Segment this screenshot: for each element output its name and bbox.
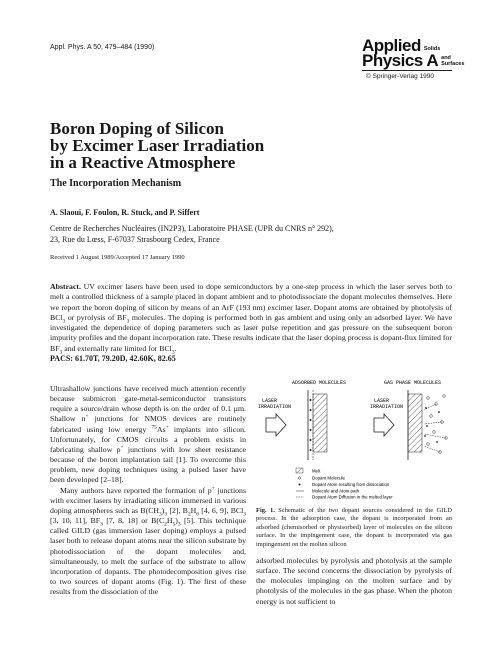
panel-title-adsorbed: ADSORBED MOLECULES [292, 380, 347, 386]
journal-reference: Appl. Phys. A 50, 479–484 (1990) [50, 44, 155, 51]
title-line-1: Boron Doping of Silicon [50, 119, 224, 138]
author-list: A. Slaoui, F. Foulon, R. Stuck, and P. Siffert [50, 208, 200, 217]
article-subtitle: The Incorporation Mechanism [50, 178, 182, 189]
body-column-right [256, 556, 452, 607]
paragraph-1: Ultrashallow junctions have received much attention recently because submicron gate-metal-semiconductor transistors require a source/drain whose depth is on the order of 0.1 µm. Shallow n+ junctions for NMOS devices are routinely fabricated using low energy $^{75}$As+ implants into silicon. Unfortunately, for CMOS circuits a problem exists in fabricating shallow p+ junctions with low sheet resistance because of the boron implantation tail [1]. To overcome this problem, new doping techniques using a pulsed laser have been developed [2–18]. [50, 384, 247, 485]
legend-path: Molecule and Atom path [312, 488, 360, 494]
logo-word-physics: Physics A [362, 51, 439, 70]
received-dates: Received 1 August 1989/Accepted 17 January 1990 [50, 254, 185, 261]
laser-label-left-2: IRRADIATION [258, 404, 292, 410]
title-line-3: in a Reactive Atmosphere [50, 153, 236, 172]
logo-rule [362, 70, 452, 71]
pacs-codes: PACS: 61.70T, 79.20D, 42.60K, 82.65 [50, 354, 176, 363]
legend-melt-swatch [296, 468, 303, 473]
title-line-2: by Excimer Laser Irradiation [50, 136, 265, 155]
right-panel [370, 390, 447, 460]
figure-legend [296, 468, 393, 500]
legend-molecule: Dopant Molecule [312, 475, 345, 481]
abstract: Abstract. UV excimer lasers have been used to dope semiconductors by a one-step process in which the laser serves both to melt a controlled thickness of a sample placed in dopant ambient and to photodissociate the dopant molecules themselves. Here we report the boron doping of silicon by means of an ArF (193 nm) excimer laser. Dopant atoms are obtained by photolysis of BCl$_3$ or pyrolysis of $BF_3$ molecules. The doping is performed both in gas ambient and using only an adsorbed layer. We have investigated the dependence of doping parameters such as laser pulse repetition and gas pressure on the subsequent boron impurity profiles and the dopant incorporation rate. These results indicate that the laser doping process is dopant-flux limited for $BF_3$ and externally rate limited for BCl$_3$. [50, 282, 452, 356]
logo-small-text-1: Solids [423, 45, 441, 52]
melt-zone-right [408, 394, 422, 452]
journal-logo [362, 38, 464, 68]
logo-small-text-2: and Surfaces [441, 55, 465, 67]
figure-caption-label: Fig. 1. [256, 507, 275, 514]
affiliation-line-2: 23, Rue du Lœss, F-67037 Strasbourg Cedex, France [50, 235, 220, 244]
panel-title-gas-phase: GAS PHASE MOLECULES [384, 380, 442, 386]
article-title [50, 120, 264, 171]
laser-arrow-left-icon [266, 414, 286, 436]
affiliation [50, 223, 450, 245]
figure-1-schematic [256, 372, 452, 502]
laser-label-left-1: LASER [262, 398, 278, 404]
legend-atom-symbol [299, 484, 301, 486]
left-panel [258, 390, 327, 460]
paragraph-2: Many authors have reported the formation of p+ junctions with excimer lasers by irradiating silicon immersed in various doping atmospheres such as $B(CH_3)_3$ [2], $B_2H_6$ [4, 6, 9], BCl$_3$ [3, 10, 11], $BF_3$ [7, 8, 18] or $B(C_2H_5)_3$ [5]. This technique called GILD (gas immersion laser doping) employs a pulsed laser both to release dopant atoms near the silicon substrate by photodissociation of the dopant molecules and, simultaneously, to melt the surface of the substrate to allow incorporation of dopants. The photodecomposition gives rise to two sources of dopant atoms (Fig. 1). The first of these results from the dissociation of the [50, 484, 247, 597]
laser-arrow-right-icon [374, 414, 394, 436]
paragraph-3: adsorbed molecules by pyrolysis and photolysis at the sample surface. The second concerns the dissociation by pyrolysis of the molecules impinging on the molten surface and by photolysis of the molecules in the gas phase. When the photon energy is not sufficient to [256, 556, 452, 606]
laser-label-right-1: LASER [374, 398, 390, 404]
melt-zone-left [313, 394, 327, 452]
laser-label-right-2: IRRADIATION [370, 404, 404, 410]
figure-1-caption: Fig. 1. Schematic of the two dopant sources considered in the GILD process. In the adsorption case, the dopant is incorporated from an adsorbed (chemisorbed or physisorbed) layer of molecules on the silicon surface. In the impingement case, the dopant is incorporated via gas impingement on the molten silicon [256, 507, 452, 548]
copyright-notice: © Springer-Verlag 1990 [366, 73, 435, 80]
affiliation-line-1: Centre de Recherches Nucléaires (IN2P3), Laboratoire PHASE (UPR du CNRS n° 292), [50, 224, 334, 233]
logo-word-applied: Applied [362, 36, 421, 55]
abstract-label: Abstract. [50, 282, 81, 291]
legend-melt: Melt [312, 468, 321, 474]
legend-diffusion: Dopant Atom Diffusion in the melted layer [312, 494, 393, 500]
legend-atom: Dopant Atom resulting from dissociation [312, 482, 390, 487]
legend-molecule-symbol [298, 477, 300, 479]
body-column-left [50, 384, 246, 597]
